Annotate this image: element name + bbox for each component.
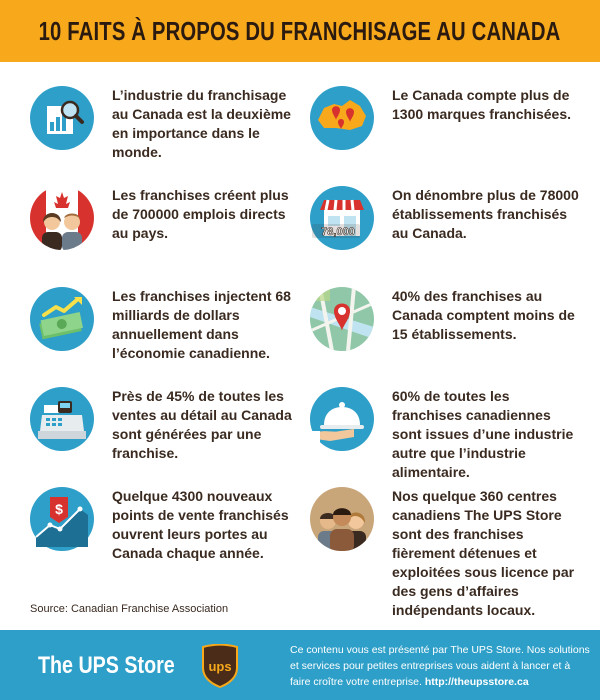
fact-text: Les franchises injectent 68 milliards de dollars annuellement dans l’économie canadienne. [112,288,291,361]
canada-map-pins-icon [310,86,374,150]
fact-text: L’industrie du franchisage au Canada est la deuxième en importance dans le monde. [112,87,291,160]
fact-text: Près de 45% de toutes les ventes au détail au Canada sont générées par une franchise. [112,388,292,461]
fact-item [30,287,310,377]
serving-cloche-icon [310,387,374,451]
fact-item [310,487,590,618]
fact-text: 60% de toutes les franchises canadiennes sont issues d’une industrie autre que l’industrie alimentaire. [392,388,574,480]
growth-chart-dollar-icon [30,487,94,551]
business-people-icon [310,487,374,551]
footer-description [290,642,590,690]
cash-register-icon [30,387,94,451]
fact-text: Le Canada compte plus de 1300 marques franchisées. [392,87,571,122]
fact-item [310,287,590,377]
storefront-icon [310,186,374,250]
fact-item [30,86,310,176]
map-location-icon [310,287,374,351]
svg-text:ups: ups [208,659,232,674]
footer-description-text: Ce contenu vous est présenté par The UPS Store. Nos solutions et services pour petites entreprises vous aident à lancer et à faire croître votre entreprise. [290,644,590,688]
fact-text: 40% des franchises au Canada comptent moins de 15 établissements. [392,288,575,342]
fact-text: On dénombre plus de 78000 établissements franchisés au Canada. [392,187,579,241]
ups-shield-icon [200,644,240,688]
fact-text: Nos quelque 360 centres canadiens The UPS Store sont des franchises fièrement détenues et exploitées sous licence par des gens d’affaires indépendants locaux. [392,488,575,618]
fact-item [310,186,590,276]
fact-item [30,387,310,477]
website-link[interactable]: http://theupsstore.ca [424,676,529,688]
footer-bar [0,630,600,700]
fact-item [310,86,590,176]
header-banner [0,0,600,62]
fact-item [310,387,590,480]
source-note: Source: Canadian Franchise Association [30,603,229,615]
page-title: 10 FAITS À PROPOS DU FRANCHISAGE AU CANADA [39,15,561,46]
svg-text:$: $ [55,501,63,517]
money-growth-icon [30,287,94,351]
fact-item [30,186,310,276]
store-count-badge: 78,000 [321,226,355,238]
canadian-workers-icon [30,186,94,250]
fact-text: Quelque 4300 nouveaux points de vente franchisés ouvrent leurs portes au Canada chaque année. [112,488,289,561]
fact-item [30,487,310,577]
brand-logo-text: The UPS Store [38,652,175,679]
fact-text: Les franchises créent plus de 700000 emplois directs au pays. [112,187,289,241]
magnifier-chart-icon [30,86,94,150]
